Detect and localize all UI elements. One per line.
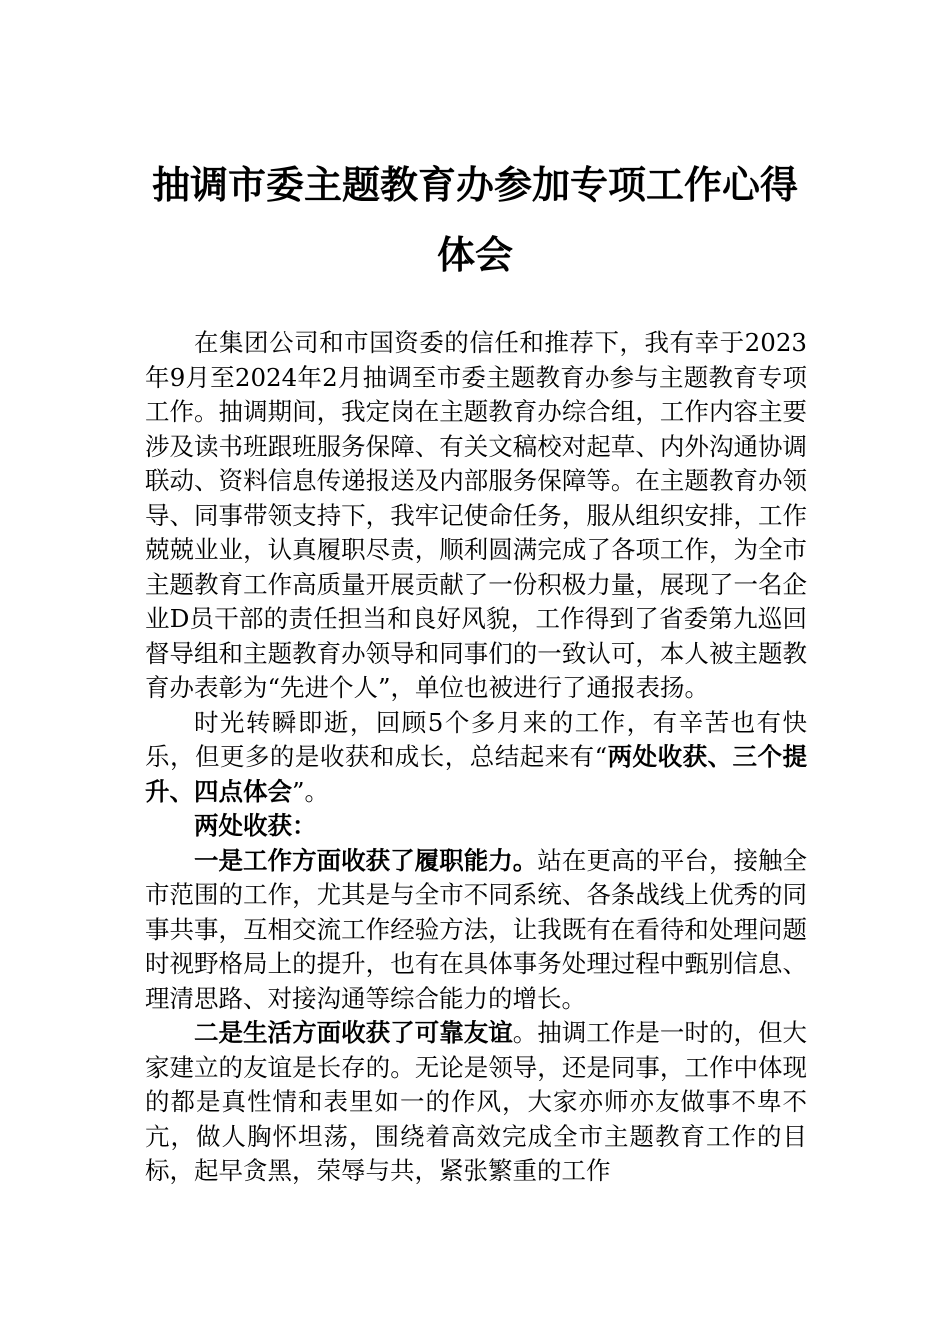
document-body bbox=[145, 326, 807, 1189]
paragraph-gain-one-lead: 一是工作方面收获了履职能力。 bbox=[194, 845, 538, 875]
paragraph-gain-two-text: 。抽调工作是一时的，但大家建立的友谊是长存的。无论是领导，还是同事，工作中体现的都是真性情和表里如一的作风，大家亦师亦友做事不卑不亢，做人胸怀坦荡，围绕着高效完成全市主题教育工作的目标，起早贪黑，荣辱与共，紧张繁重的工作 bbox=[145, 1018, 808, 1185]
paragraph-summary-end: ”。 bbox=[292, 776, 330, 806]
paragraph-summary-highlight: 两处收获、三个提升、四点体会 bbox=[145, 742, 807, 806]
document-title: 抽调市委主题教育办参加专项工作心得体会 bbox=[151, 162, 798, 277]
paragraph-gain-two bbox=[145, 1016, 807, 1189]
paragraph-gain-two-lead: 二是生活方面收获了可靠友谊 bbox=[194, 1018, 513, 1047]
paragraph-summary-text: 时光转瞬即逝，回顾5个多月来的工作，有辛苦也有快乐，但更多的是收获和成长，总结起来有“ bbox=[145, 707, 807, 771]
paragraph-intro-text: 在集团公司和市国资委的信任和推荐下，我有幸于2023年9月至2024年2月抽调至市委主题教育办参与主题教育专项工作。抽调期间，我定岗在主题教育办综合组，工作内容主要涉及读书班跟班服务保障、有关文稿校对起草、内外沟通协调联动、资料信息传递报送及内部服务保障等。在主题教育办领导、同事带领支持下，我牢记使命任务，服从组织安排，工作兢兢业业，认真履职尽责，顺利圆满完成了各项工作，为全市主题教育工作高质量开展贡献了一份积极力量，展现了一名企业D员干部的责任担当和良好风貌，工作得到了省委第九巡回督导组和主题教育办领导和同事们的一致认可，本人被主题教育办表彰为“先进个人”，单位也被进行了通报表扬。 bbox=[145, 328, 807, 702]
section-heading-gains-text: 两处收获： bbox=[194, 811, 317, 840]
section-heading-gains bbox=[145, 809, 807, 844]
paragraph-gain-one-text: 站在更高的平台，接触全市范围的工作，尤其是与全市不同系统、各条战线上优秀的同事共事，互相交流工作经验方法，让我既有在看待和处理问题时视野格局上的提升，也有在具体事务处理过程中甄别信息、理清思路、对接沟通等综合能力的增长。 bbox=[145, 845, 808, 1013]
paragraph-gain-one bbox=[145, 844, 807, 1017]
paragraph-summary bbox=[145, 706, 807, 810]
paragraph-intro bbox=[145, 326, 807, 706]
